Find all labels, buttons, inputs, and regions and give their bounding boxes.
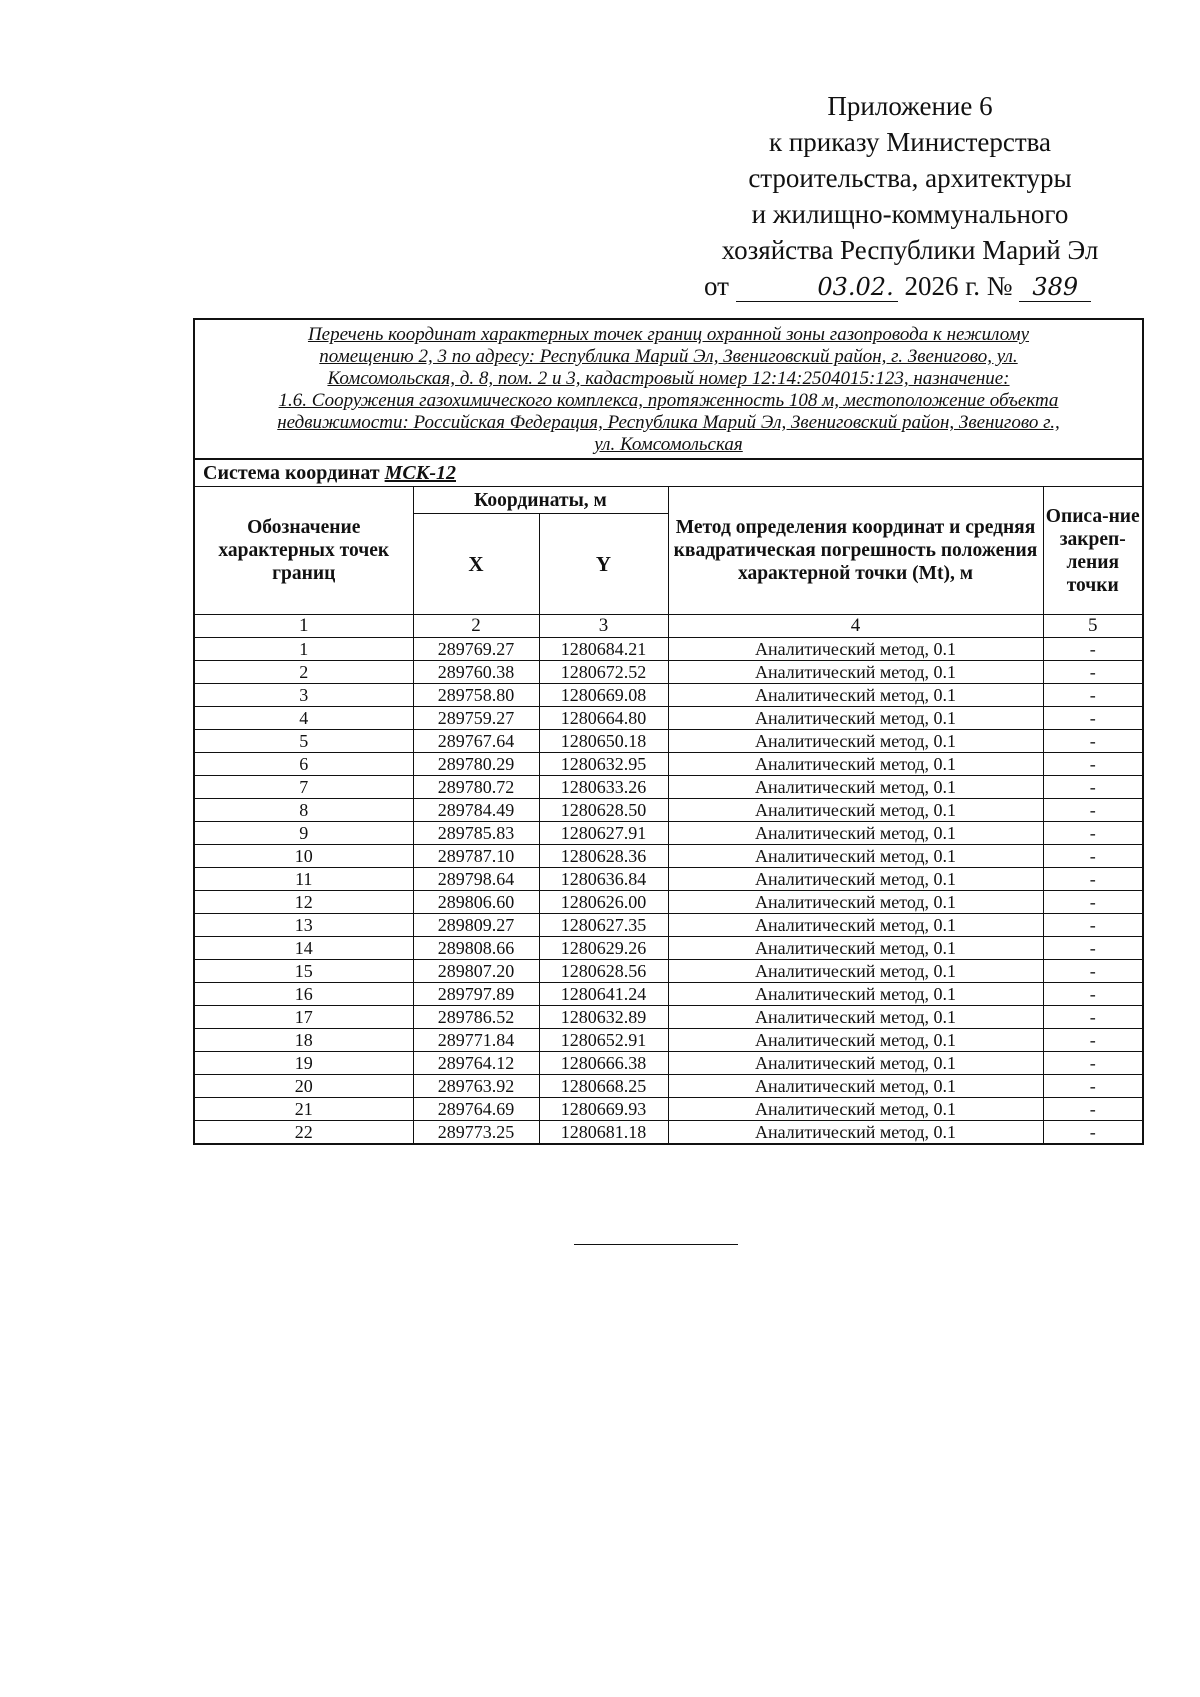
cell-method: Аналитический метод, 0.1 (668, 638, 1043, 661)
cell-point: 4 (195, 707, 413, 730)
table-row (195, 1075, 1142, 1098)
header-method: Метод определения координат и средняя квадратическая погрешность положения характерной точки (Mt), м (668, 487, 1043, 615)
caption-line: Перечень координат характерных точек границ охранной зоны газопровода к нежилому (307, 324, 1030, 345)
caption-line: Комсомольская, д. 8, пом. 2 и 3, кадастровый номер 12:14:2504015:123, назначение: (327, 368, 1010, 389)
cell-y: 1280666.38 (539, 1052, 668, 1075)
cell-point: 3 (195, 684, 413, 707)
handwritten-date: 03.02. (736, 273, 898, 302)
cell-y: 1280629.26 (539, 937, 668, 960)
table-row (195, 822, 1142, 845)
cell-description: - (1043, 661, 1142, 684)
order-date-line (690, 268, 1130, 304)
cell-description: - (1043, 799, 1142, 822)
cell-x: 289785.83 (413, 822, 539, 845)
cell-method: Аналитический метод, 0.1 (668, 661, 1043, 684)
cell-point: 6 (195, 753, 413, 776)
appendix-line: Приложение 6 (827, 91, 993, 121)
cell-x: 289806.60 (413, 891, 539, 914)
cell-point: 16 (195, 983, 413, 1006)
caption-line: помещению 2, 3 по адресу: Республика Марий Эл, Звениговский район, г. Звенигово, ул. (319, 346, 1018, 367)
cell-y: 1280641.24 (539, 983, 668, 1006)
cell-x: 289769.27 (413, 638, 539, 661)
table-row (195, 1098, 1142, 1121)
table-row (195, 638, 1142, 661)
cell-y: 1280652.91 (539, 1029, 668, 1052)
caption-line: 1.6. Сооружения газохимического комплекса, протяженность 108 м, местоположение объекта (278, 390, 1059, 411)
cell-x: 289780.29 (413, 753, 539, 776)
cell-method: Аналитический метод, 0.1 (668, 1098, 1043, 1121)
cell-description: - (1043, 730, 1142, 753)
table-row (195, 707, 1142, 730)
appendix-line: хозяйства Республики Марий Эл (721, 235, 1099, 265)
cell-method: Аналитический метод, 0.1 (668, 1075, 1043, 1098)
cell-point: 22 (195, 1121, 413, 1144)
cell-method: Аналитический метод, 0.1 (668, 914, 1043, 937)
column-number: 4 (668, 615, 1043, 638)
cell-y: 1280669.93 (539, 1098, 668, 1121)
cell-point: 17 (195, 1006, 413, 1029)
cell-y: 1280668.25 (539, 1075, 668, 1098)
cell-method: Аналитический метод, 0.1 (668, 868, 1043, 891)
table-row (195, 1029, 1142, 1052)
cell-description: - (1043, 1052, 1142, 1075)
table-row (195, 937, 1142, 960)
cell-point: 2 (195, 661, 413, 684)
cell-x: 289771.84 (413, 1029, 539, 1052)
table-row (195, 753, 1142, 776)
cell-point: 1 (195, 638, 413, 661)
column-number-row (195, 615, 1142, 638)
cell-point: 8 (195, 799, 413, 822)
cell-x: 289780.72 (413, 776, 539, 799)
cell-x: 289763.92 (413, 1075, 539, 1098)
cell-y: 1280669.08 (539, 684, 668, 707)
cell-y: 1280627.35 (539, 914, 668, 937)
cell-method: Аналитический метод, 0.1 (668, 960, 1043, 983)
cell-y: 1280672.52 (539, 661, 668, 684)
table-row (195, 983, 1142, 1006)
cell-method: Аналитический метод, 0.1 (668, 684, 1043, 707)
table-row (195, 891, 1142, 914)
table-row (195, 1121, 1142, 1144)
cell-description: - (1043, 638, 1142, 661)
cell-x: 289758.80 (413, 684, 539, 707)
table-caption (195, 320, 1142, 460)
appendix-line: к приказу Министерства (768, 127, 1052, 157)
cell-y: 1280628.56 (539, 960, 668, 983)
table-row (195, 1006, 1142, 1029)
cell-description: - (1043, 776, 1142, 799)
cell-y: 1280626.00 (539, 891, 668, 914)
cell-y: 1280633.26 (539, 776, 668, 799)
column-number: 3 (539, 615, 668, 638)
cell-description: - (1043, 1075, 1142, 1098)
table-row (195, 845, 1142, 868)
cell-description: - (1043, 937, 1142, 960)
cell-method: Аналитический метод, 0.1 (668, 822, 1043, 845)
table-row (195, 799, 1142, 822)
cell-x: 289767.64 (413, 730, 539, 753)
coordinates-table (195, 487, 1142, 1143)
column-number: 2 (413, 615, 539, 638)
cell-x: 289797.89 (413, 983, 539, 1006)
cell-x: 289784.49 (413, 799, 539, 822)
cell-method: Аналитический метод, 0.1 (668, 891, 1043, 914)
header-designation: Обозначение характерных точек границ (195, 487, 413, 615)
header-y: Y (539, 514, 668, 615)
cell-x: 289764.12 (413, 1052, 539, 1075)
table-row (195, 914, 1142, 937)
cell-x: 289787.10 (413, 845, 539, 868)
cell-y: 1280627.91 (539, 822, 668, 845)
cell-x: 289798.64 (413, 868, 539, 891)
cell-y: 1280628.50 (539, 799, 668, 822)
cell-point: 21 (195, 1098, 413, 1121)
cell-point: 10 (195, 845, 413, 868)
coordinates-table-body (195, 638, 1142, 1144)
appendix-header (690, 88, 1130, 304)
table-row (195, 868, 1142, 891)
cell-y: 1280632.89 (539, 1006, 668, 1029)
cell-point: 5 (195, 730, 413, 753)
cell-x: 289808.66 (413, 937, 539, 960)
cell-y: 1280664.80 (539, 707, 668, 730)
cell-point: 15 (195, 960, 413, 983)
cell-point: 20 (195, 1075, 413, 1098)
cell-x: 289760.38 (413, 661, 539, 684)
table-row (195, 684, 1142, 707)
cell-x: 289773.25 (413, 1121, 539, 1144)
column-number: 5 (1043, 615, 1142, 638)
cell-description: - (1043, 1121, 1142, 1144)
header-coordinates: Координаты, м (413, 487, 668, 514)
cell-point: 11 (195, 868, 413, 891)
cell-description: - (1043, 822, 1142, 845)
cell-method: Аналитический метод, 0.1 (668, 937, 1043, 960)
handwritten-order-number: 389 (1019, 273, 1091, 302)
cell-method: Аналитический метод, 0.1 (668, 776, 1043, 799)
cell-x: 289759.27 (413, 707, 539, 730)
end-divider (574, 1244, 738, 1245)
cell-description: - (1043, 1029, 1142, 1052)
cell-method: Аналитический метод, 0.1 (668, 753, 1043, 776)
caption-line: недвижимости: Российская Федерация, Республика Марий Эл, Звениговский район, Звенигово г., (277, 412, 1060, 433)
column-number: 1 (195, 615, 413, 638)
coordinate-system-label: Система координат (203, 462, 380, 484)
appendix-line: строительства, архитектуры (748, 163, 1072, 193)
table-row (195, 776, 1142, 799)
cell-description: - (1043, 1006, 1142, 1029)
caption-line: ул. Комсомольская (594, 434, 743, 455)
header-description: Описа-ние закреп-ления точки (1043, 487, 1142, 615)
cell-method: Аналитический метод, 0.1 (668, 845, 1043, 868)
cell-y: 1280628.36 (539, 845, 668, 868)
cell-description: - (1043, 753, 1142, 776)
cell-point: 13 (195, 914, 413, 937)
cell-method: Аналитический метод, 0.1 (668, 1052, 1043, 1075)
cell-y: 1280684.21 (539, 638, 668, 661)
cell-point: 19 (195, 1052, 413, 1075)
cell-x: 289807.20 (413, 960, 539, 983)
cell-description: - (1043, 891, 1142, 914)
coordinates-table-frame (193, 318, 1144, 1145)
cell-point: 18 (195, 1029, 413, 1052)
cell-method: Аналитический метод, 0.1 (668, 1029, 1043, 1052)
cell-x: 289809.27 (413, 914, 539, 937)
cell-method: Аналитический метод, 0.1 (668, 1006, 1043, 1029)
cell-point: 14 (195, 937, 413, 960)
cell-x: 289786.52 (413, 1006, 539, 1029)
cell-method: Аналитический метод, 0.1 (668, 1121, 1043, 1144)
cell-description: - (1043, 868, 1142, 891)
cell-description: - (1043, 983, 1142, 1006)
cell-point: 7 (195, 776, 413, 799)
cell-description: - (1043, 684, 1142, 707)
year-text: 2026 г. № (904, 271, 1013, 301)
coordinate-system-value: МСК-12 (384, 462, 456, 484)
cell-y: 1280636.84 (539, 868, 668, 891)
cell-description: - (1043, 845, 1142, 868)
table-row (195, 661, 1142, 684)
cell-method: Аналитический метод, 0.1 (668, 730, 1043, 753)
cell-x: 289764.69 (413, 1098, 539, 1121)
cell-y: 1280632.95 (539, 753, 668, 776)
cell-method: Аналитический метод, 0.1 (668, 799, 1043, 822)
cell-point: 12 (195, 891, 413, 914)
cell-description: - (1043, 1098, 1142, 1121)
cell-method: Аналитический метод, 0.1 (668, 983, 1043, 1006)
cell-method: Аналитический метод, 0.1 (668, 707, 1043, 730)
table-row (195, 1052, 1142, 1075)
date-prefix: от (704, 271, 729, 301)
cell-description: - (1043, 707, 1142, 730)
cell-description: - (1043, 960, 1142, 983)
table-row (195, 730, 1142, 753)
header-x: X (413, 514, 539, 615)
cell-point: 9 (195, 822, 413, 845)
cell-y: 1280650.18 (539, 730, 668, 753)
cell-y: 1280681.18 (539, 1121, 668, 1144)
cell-description: - (1043, 914, 1142, 937)
table-row (195, 960, 1142, 983)
coordinate-system-row (195, 460, 1142, 487)
appendix-line: и жилищно-коммунального (751, 199, 1069, 229)
